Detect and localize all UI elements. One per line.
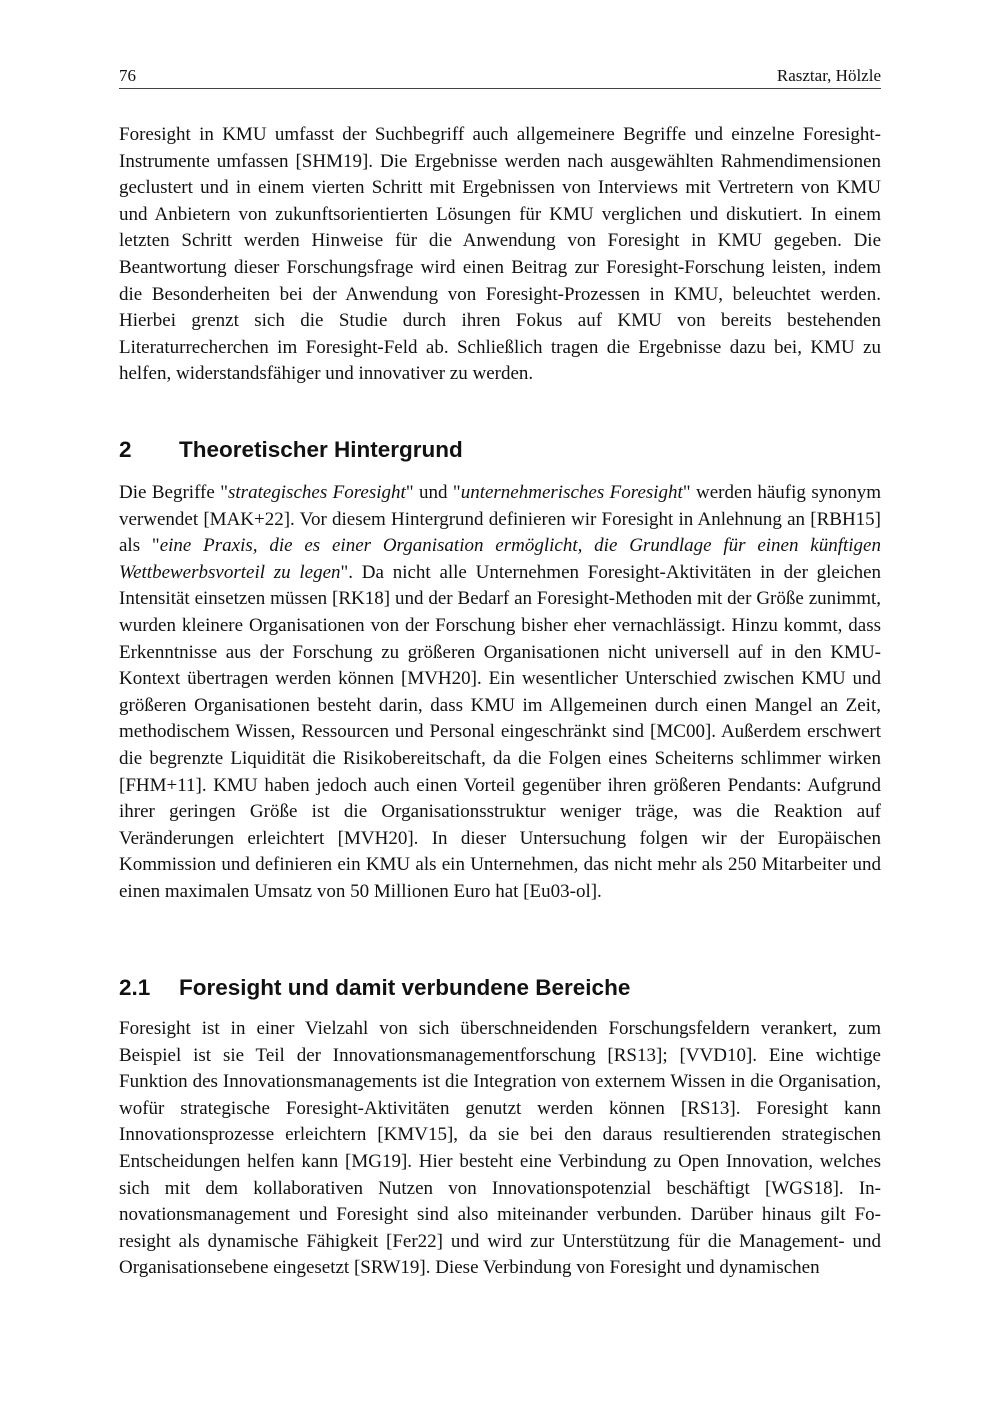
running-head-authors: Rasztar, Hölzle: [776, 66, 881, 85]
italic-term: strategisches Foresight: [228, 482, 406, 503]
section-number: 2.1: [119, 975, 151, 1000]
body-paragraph-foresight: Foresight ist in einer Vielzahl von sich überschneidenden Forschungsfeldern verankert, zum Beispiel ist sie Teil der Innovationsmanagementforschung [RS13]; [VVD10]. Eine wichtige Funktion des Innovationsmanagements ist die Integration von externem Wissen in die Organisation, wofür strategische Foresight-Aktivitäten genutzt werden können [RS13]. Foresight kann Innovationsprozesse erleichtern [KMV15], da sie bei den daraus resultierenden strategischen Entscheidungen helfen kann [MG19]. Hier besteht eine Verbindung zu Open Innovation, welches sich mit dem kollaborativen Nutzen von Innovationspotenzial beschäftigt [WGS18]. Innovationsmanagement und Foresight sind also miteinander verbunden. Darüber hinaus gilt Foresight als dynamische Fähigkeit [Fer22] und wird zur Unterstützung für die Management- und Organisationsebene eingesetzt [SRW19]. Diese Verbindung von Foresight und dynamischen: [119, 1018, 881, 1279]
text-run: ". Da nicht alle Unternehmen Foresight-Aktivitäten in der gleichen Intensität einsetzen müssen [RK18] und der Bedarf an Foresight-Methoden mit der Größe zunimmt, wurden kleinere Organisationen von der Forschung bisher eher vernachlässigt. Hinzu kommt, dass Erkenntnisse aus der Forschung zu größeren Organisationen nicht universell auf in den KMU-Kontext übertragen werden können [MVH20]. Ein wesentlicher Unterschied zwischen KMU und größeren Organisationen besteht darin, dass KMU im Allgemeinen durch einen Mangel an Zeit, methodischem Wissen, Ressourcen und Personal eingeschränkt sind [MC00]. Außerdem erschwert die begrenzte Liquidität die Risikobereitschaft, da die Folgen eines Scheiterns schlimmer wirken [FHM+11]. KMU haben jedoch auch einen Vorteil gegenüber ihren größeren Pendants: Aufgrund ihrer geringen Größe ist die Organisationsstruktur weniger träge, was die Reaktion auf Veränderungen erleichtert [MVH20]. In dieser Untersuchung folgen wir der Europäischen Kommission und definieren ein KMU als ein Unternehmen, das nicht mehr als 250 Mitarbeiter und einen maximalen Umsatz von 50 Millionen Euro hat [Eu03-ol].: [119, 561, 881, 902]
page-number: 76: [119, 66, 136, 85]
section-title: Foresight und damit verbundene Bereiche: [179, 975, 631, 1000]
page-header: [119, 66, 881, 89]
body-paragraph-theory: [119, 480, 881, 906]
text-run: " werden häufig synonym verwendet [MAK+22]. Vor diesem Hintergrund definieren wir Foresight in Anlehnung an [RBH15] als ": [119, 482, 882, 557]
text-run: Die Begriffe ": [119, 482, 228, 503]
italic-quote: eine Praxis, die es einer Organisation ermöglicht, die Grundlage für einen künftigen Wettbewerbsvorteil zu legen: [119, 535, 881, 583]
italic-term: unternehmerisches Foresight: [460, 482, 683, 503]
section-heading-2: [119, 436, 881, 464]
section-heading-2-1: [119, 974, 881, 1002]
body-paragraph-intro: Foresight in KMU umfasst der Suchbegriff auch allgemeinere Begriffe und einzelne Foresight-Instrumente umfassen [SHM19]. Die Ergebnisse werden nach ausgewählten Rahmendimensionen geclustert und in einem vierten Schritt mit Ergebnissen von Interviews mit Vertretern von KMU und Anbietern von zukunftsorientierten Lösungen für KMU verglichen und diskutiert. In einem letzten Schritt werden Hinweise für die Anwendung von Foresight in KMU gegeben. Die Beantwortung dieser Forschungsfrage wird einen Beitrag zur Foresight-Forschung leisten, indem die Besonderheiten bei der Anwendung von Foresight-Prozessen in KMU, beleuchtet werden. Hierbei grenzt sich die Studie durch ihren Fokus auf KMU von bereits bestehenden Literaturrecherchen im Foresight-Feld ab. Schließlich tragen die Ergebnisse dazu bei, KMU zu helfen, widerstandsfähiger und innovativer zu werden.: [119, 124, 881, 385]
section-title: Theoretischer Hintergrund: [179, 437, 463, 462]
section-number: 2: [119, 437, 132, 462]
text-run: " und ": [405, 482, 461, 503]
